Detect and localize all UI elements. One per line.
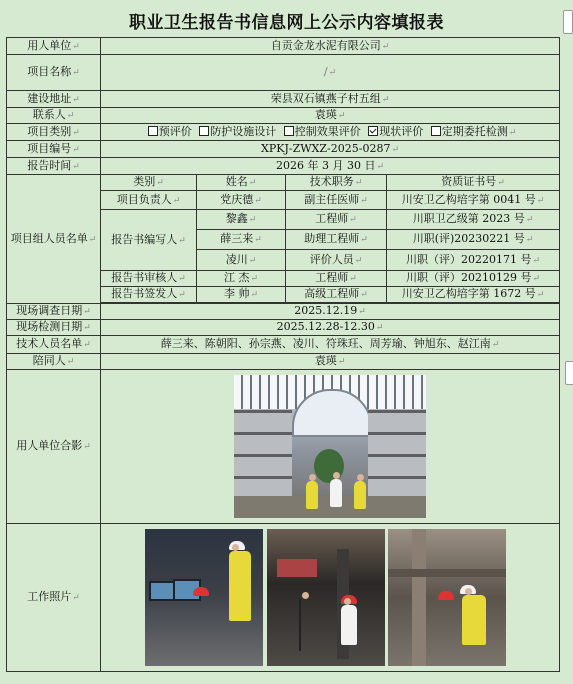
row-site-survey bbox=[7, 304, 560, 320]
row-employer bbox=[7, 38, 560, 55]
leader-title: 副主任医师↵ bbox=[286, 191, 387, 210]
group-photo-label: 用人单位合影↵ bbox=[7, 370, 101, 524]
writer-cert: 川职卫乙级第 2023 号↵ bbox=[387, 210, 560, 230]
leader-role-label: 项目负责人↵ bbox=[101, 191, 197, 210]
category-option-label: 预评价 bbox=[158, 124, 192, 138]
team-header-name: 姓名↵ bbox=[197, 175, 286, 191]
checkbox-control-effect[interactable] bbox=[284, 126, 294, 136]
project-name-label: 项目名称↵ bbox=[7, 55, 101, 91]
leader-name: 党庆德↵ bbox=[197, 191, 286, 210]
address-label: 建设地址↵ bbox=[7, 91, 101, 108]
group-photo-image bbox=[234, 375, 426, 518]
writer-role-label: 报告书编写人↵ bbox=[101, 210, 197, 271]
work-photos-cell bbox=[101, 524, 560, 672]
checkbox-protection-design[interactable] bbox=[199, 126, 209, 136]
row-group-photo bbox=[7, 370, 560, 524]
writer-title: 工程师↵ bbox=[286, 210, 387, 230]
contact-value: 袁瑛↵ bbox=[101, 108, 560, 124]
writer-name: 黎鑫↵ bbox=[197, 210, 286, 230]
employer-value: 自贡金龙水泥有限公司↵ bbox=[101, 38, 560, 55]
category-option-label: 控制效果评价 bbox=[294, 124, 361, 138]
issuer-title: 高级工程师↵ bbox=[286, 287, 387, 303]
row-contact bbox=[7, 108, 560, 124]
row-site-test bbox=[7, 320, 560, 336]
reviewer-role-label: 报告书审核人↵ bbox=[101, 271, 197, 287]
site-survey-label: 现场调查日期↵ bbox=[7, 304, 101, 320]
report-time-value: 2026 年 3 月 30 日↵ bbox=[101, 158, 560, 175]
issuer-role-label: 报告书签发人↵ bbox=[101, 287, 197, 303]
site-test-label: 现场检测日期↵ bbox=[7, 320, 101, 336]
report-time-label: 报告时间↵ bbox=[7, 158, 101, 175]
row-tech-staff bbox=[7, 336, 560, 354]
project-no-value: XPKJ-ZWXZ-2025-0287↵ bbox=[101, 141, 560, 158]
work-photo-control-room bbox=[145, 529, 263, 666]
tech-staff-value: 薛三来、陈朝阳、孙宗燕、凌川、符珠玨、周芳瑜、钟旭东、赵江南↵ bbox=[101, 336, 560, 354]
work-photo-kiln-area bbox=[267, 529, 385, 666]
employer-label: 用人单位↵ bbox=[7, 38, 101, 55]
project-name-value: /↵ bbox=[101, 55, 560, 91]
disclosure-form-table bbox=[6, 37, 560, 672]
form-title: 职业卫生报告书信息网上公示内容填报表 bbox=[129, 13, 444, 33]
site-test-value: 2025.12.28-12.30↵ bbox=[101, 320, 560, 336]
writer-cert: 川职（评）20220171 号↵ bbox=[387, 250, 560, 271]
team-header-cert: 资质证书号↵ bbox=[387, 175, 560, 191]
accompany-value: 袁瑛↵ bbox=[101, 354, 560, 370]
checkbox-pre-eval[interactable] bbox=[148, 126, 158, 136]
row-accompany bbox=[7, 354, 560, 370]
team-header-category: 类别↵ bbox=[101, 175, 197, 191]
row-work-photos bbox=[7, 524, 560, 672]
row-category bbox=[7, 124, 560, 141]
row-project-name bbox=[7, 55, 560, 91]
work-photo-label: 工作照片↵ bbox=[7, 524, 101, 672]
category-label: 项目类别↵ bbox=[7, 124, 101, 141]
category-option-label: 防护设施设计 bbox=[210, 124, 277, 138]
accompany-label: 陪同人↵ bbox=[7, 354, 101, 370]
writer-cert: 川职(评)20230221 号↵ bbox=[387, 230, 560, 250]
checkbox-periodic-test[interactable] bbox=[431, 126, 441, 136]
site-survey-value: 2025.12.19↵ bbox=[101, 304, 560, 320]
category-option-label: 现状评价 bbox=[379, 124, 424, 138]
writer-name: 薛三来↵ bbox=[197, 230, 286, 250]
reviewer-name: 江 杰↵ bbox=[197, 271, 286, 287]
issuer-name: 李 帅↵ bbox=[197, 287, 286, 303]
team-section-label: 项目组人员名单↵ bbox=[7, 175, 101, 304]
team-header-title: 技术职务↵ bbox=[286, 175, 387, 191]
row-project-no bbox=[7, 141, 560, 158]
category-option-label: 定期委托检测 bbox=[441, 124, 508, 138]
edge-handle-top bbox=[563, 10, 573, 34]
address-value: 荣县双石镇燕子村五组↵ bbox=[101, 91, 560, 108]
group-photo-cell bbox=[101, 370, 560, 524]
writer-title: 评价人员↵ bbox=[286, 250, 387, 271]
row-report-time bbox=[7, 158, 560, 175]
tech-staff-label: 技术人员名单↵ bbox=[7, 336, 101, 354]
checkbox-status-eval[interactable] bbox=[368, 126, 378, 136]
reviewer-title: 工程师↵ bbox=[286, 271, 387, 287]
reviewer-cert: 川职（评）20210129 号↵ bbox=[387, 271, 560, 287]
work-photo-equipment bbox=[388, 529, 506, 666]
leader-cert: 川安卫乙构培字第 0041 号↵ bbox=[387, 191, 560, 210]
edge-handle-bottom bbox=[565, 361, 573, 385]
writer-name: 凌川↵ bbox=[197, 250, 286, 271]
issuer-cert: 川安卫乙构培字第 1672 号↵ bbox=[387, 287, 560, 303]
team-header-row bbox=[7, 175, 560, 191]
category-options: 预评价 防护设施设计 控制效果评价 现状评价 定期委托检测↵ bbox=[101, 124, 560, 141]
row-address bbox=[7, 91, 560, 108]
writer-title: 助理工程师↵ bbox=[286, 230, 387, 250]
project-no-label: 项目编号↵ bbox=[7, 141, 101, 158]
contact-label: 联系人↵ bbox=[7, 108, 101, 124]
